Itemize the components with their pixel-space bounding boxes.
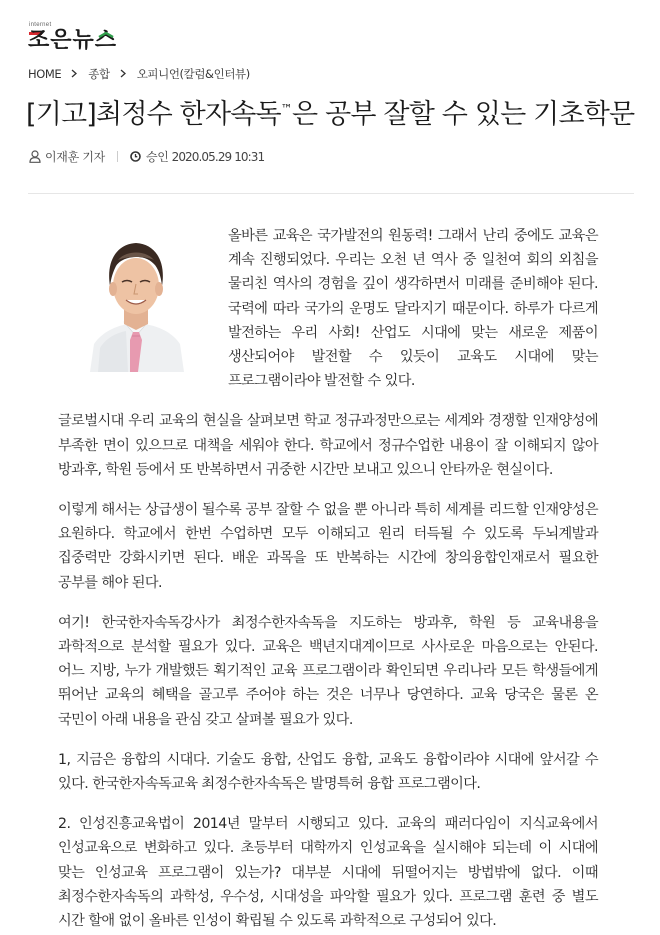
breadcrumb-home[interactable]: HOME	[28, 67, 62, 81]
article-paragraph: 글로벌시대 우리 교육의 현실을 살펴보면 학교 정규과정만으로는 세계와 경쟁할 인재양성에 부족한 면이 있으므로 대책을 세워야 한다. 학교에서 정규수업한 내용이 잘 이해되지 않아 방과후, 학원 등에서 또 반복하면서 귀중한 시간만 보내고 있으니 안타까운 현실이다.	[58, 413, 598, 478]
title-prefix: [기고]최정수 한자속독	[26, 99, 281, 130]
chevron-right-icon	[71, 68, 77, 81]
logo-green-accent	[98, 32, 114, 38]
logo-subtitle: internet	[29, 22, 52, 28]
breadcrumb-general[interactable]: 종합	[88, 67, 110, 81]
title-suffix: 은 공부 잘할 수 있는 기초학문	[292, 99, 635, 130]
byline	[29, 148, 264, 165]
chevron-right-icon	[120, 68, 126, 81]
site-logo[interactable]	[28, 22, 128, 58]
trademark-symbol: ™	[280, 102, 292, 116]
breadcrumb-opinion[interactable]: 오피니언(칼럼&인터뷰)	[136, 67, 250, 81]
author-name[interactable]: 이재훈 기자	[45, 150, 105, 164]
approved-label: 승인	[145, 150, 169, 164]
article-paragraph: 올바른 교육은 국가발전의 원동력! 그래서 난리 중에도 교육은 계속 진행되었다. 우리는 오천 년 역사 중 일천여 회의 외침을 물리친 역사의 경험을 깊이 생각하면서 미래를 준비해야 된다. 국력에 따라 국가의 운명도 달라지기 때문이다. 하루가 다르게 발전하는 우리 사회! 산업도 시대에 맞는 새로운 제품이 생산되어야 발전할 수 있듯이 교육도 시대에 맞는 프로그램이라야 발전할 수 있다.	[228, 228, 598, 390]
article-paragraph: 이렇게 해서는 상급생이 될수록 공부 잘할 수 없을 뿐 아니라 특히 세계를 리드할 인재양성은 요원하다. 학교에서 한번 수업하면 모두 이해되고 원리 터득될 수 있도록 두뇌계발과 집중력만 강화시키면 된다. 배운 과목을 또 반복하는 시간에 창의융합인재로서 필요한 공부를 해야 된다.	[58, 502, 598, 591]
user-icon	[29, 150, 41, 163]
header-divider	[28, 193, 634, 194]
author-photo	[84, 232, 188, 372]
breadcrumb	[28, 66, 250, 82]
byline-divider	[117, 151, 118, 162]
article-body	[58, 224, 598, 935]
article-paragraph: 2. 인성진흥교육법이 2014년 말부터 시행되고 있다. 교육의 패러다임이 지식교육에서 인성교육으로 변화하고 있다. 초등부터 대학까지 인성교육을 실시해야 되는데 이 시대에 맞는 인성교육 프로그램이 있는가? 대부분 시대에 뒤떨어지는 방법밖에 없다. 이때 최정수한자속독의 과학성, 우수성, 시대성을 파악할 필요가 있다. 프로그램 훈련 중 별도 시간 할애 없이 올바른 인성이 확립될 수 있도록 과학적으로 구성되어 있다.	[58, 816, 598, 930]
published-date: 2020.05.29 10:31	[171, 149, 265, 164]
article-paragraph: 여기! 한국한자속독강사가 최정수한자속독을 지도하는 방과후, 학원 등 교육내용을 과학적으로 분석할 필요가 있다. 교육은 백년지대계이므로 사사로운 마음으로는 안된다. 어느 지방, 누가 개발했든 획기적인 교육 프로그램이라 확인되면 우리나라 모든 학생들에게 뛰어난 교육의 혜택을 골고루 주어야 하는 것은 너무나 당연하다. 교육 당국은 물론 온 국민이 아래 내용을 관심 갖고 살펴볼 필요가 있다.	[58, 614, 598, 728]
logo-text: 조은뉴스	[28, 28, 118, 53]
article-paragraph: 1, 지금은 융합의 시대다. 기술도 융합, 산업도 융합, 교육도 융합이라야 시대에 앞서갈 수 있다. 한국한자속독교육 최정수한자속독은 발명특허 융합 프로그램이다.	[58, 751, 598, 793]
article-title	[26, 89, 634, 135]
clock-icon	[130, 151, 141, 162]
